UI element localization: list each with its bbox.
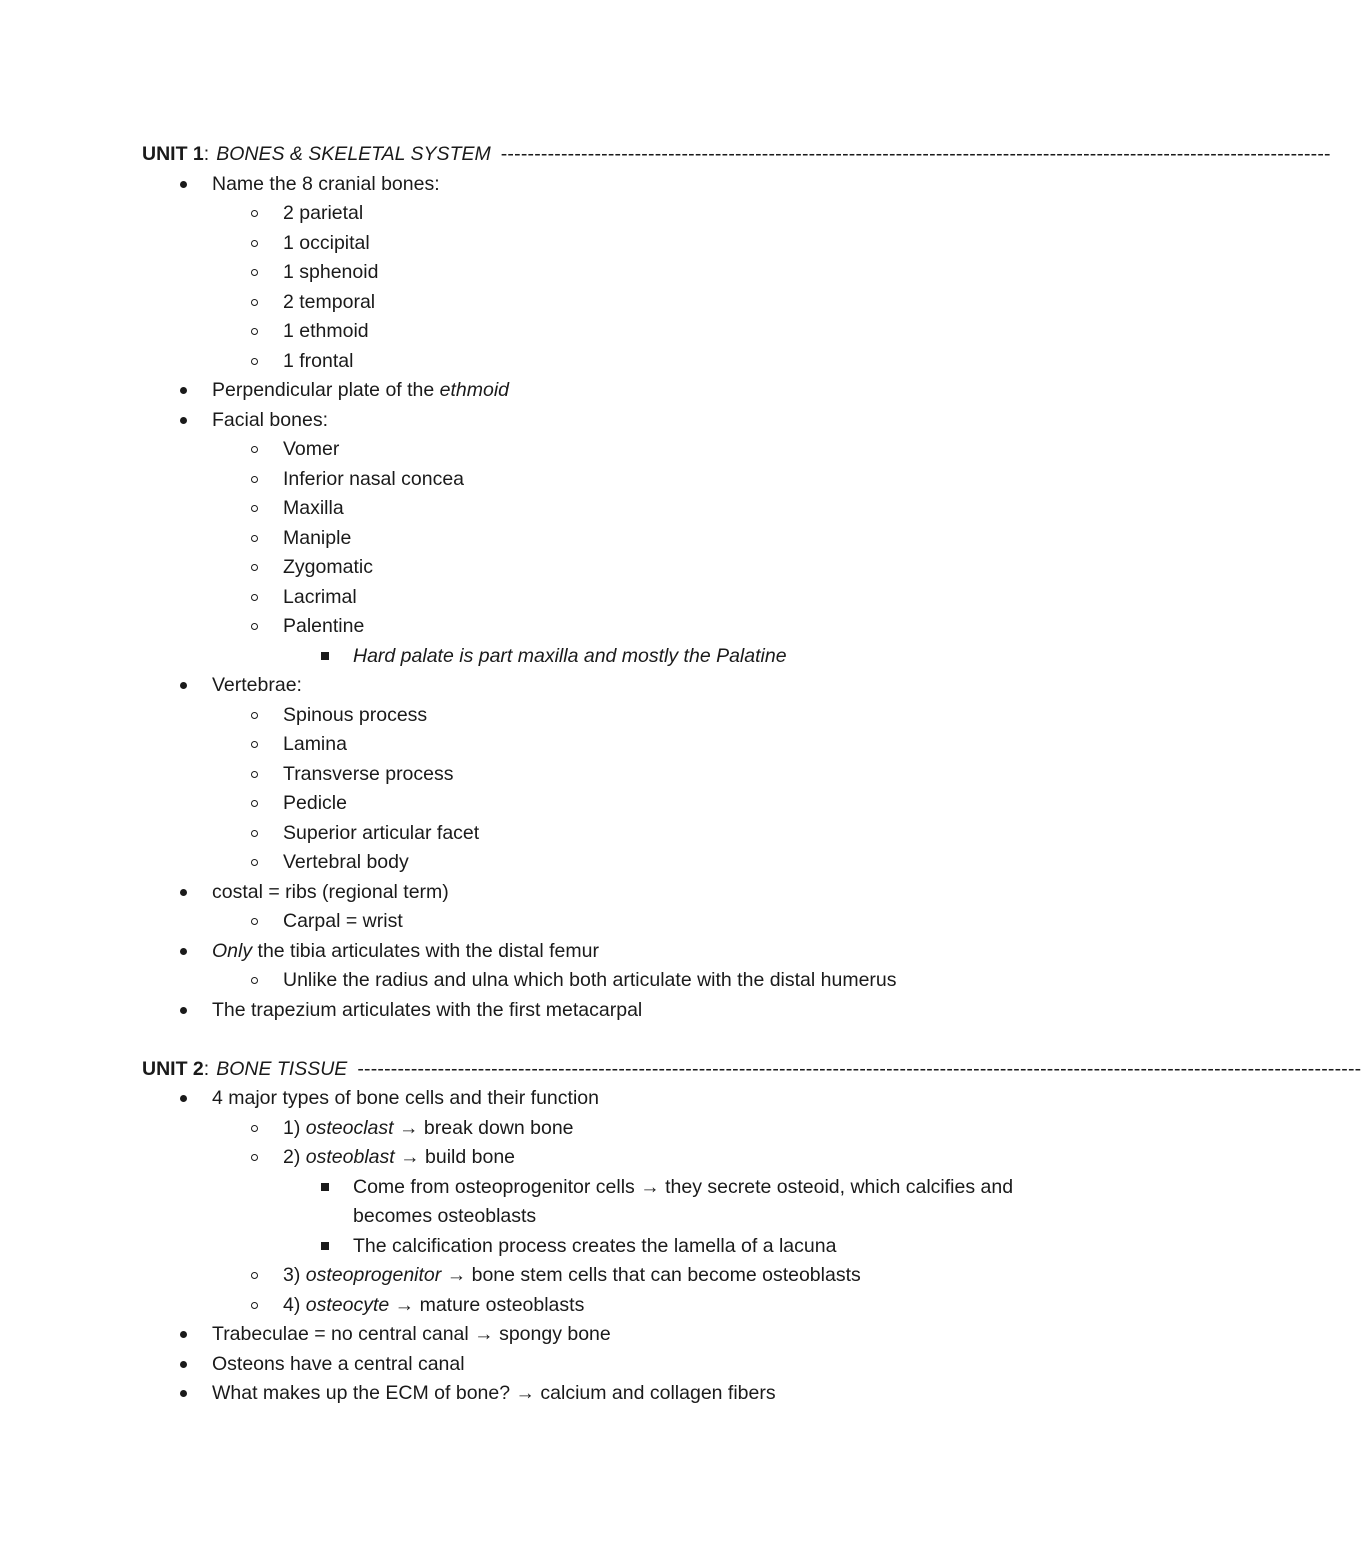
- list-item: Osteons have a central canal: [142, 1350, 1048, 1380]
- unit2-divider: ------------------------------------------------------------------------------------------------------------------------------------------------------: [357, 1057, 1361, 1080]
- circle-bullet-icon: [247, 583, 261, 613]
- bullet-icon: [176, 406, 190, 436]
- circle-bullet-icon: [247, 1261, 261, 1291]
- list-item: Come from osteoprogenitor cells → they secrete osteoid, which calcifies and becomes osteoblasts: [142, 1173, 1048, 1232]
- circle-bullet-icon: [247, 760, 261, 790]
- list-item: costal = ribs (regional term): [142, 878, 1048, 908]
- circle-bullet-icon: [247, 524, 261, 554]
- list-item: Trabeculae = no central canal → spongy bone: [142, 1320, 1048, 1350]
- list-item: 3) osteoprogenitor → bone stem cells that can become osteoblasts: [142, 1261, 1048, 1291]
- circle-bullet-icon: [247, 1291, 261, 1321]
- circle-bullet-icon: [247, 1114, 261, 1144]
- list-item: 2) osteoblast → build bone: [142, 1143, 1048, 1173]
- circle-bullet-icon: [247, 494, 261, 524]
- bullet-icon: [176, 937, 190, 967]
- list-item: 2 parietal: [142, 199, 1048, 229]
- list-item: What makes up the ECM of bone? → calcium and collagen fibers: [142, 1379, 1048, 1409]
- circle-bullet-icon: [247, 435, 261, 465]
- circle-bullet-icon: [247, 907, 261, 937]
- circle-bullet-icon: [247, 347, 261, 377]
- list-item: Unlike the radius and ulna which both articulate with the distal humerus: [142, 966, 1048, 996]
- list-item: Transverse process: [142, 760, 1048, 790]
- list-item: Perpendicular plate of the ethmoid: [142, 376, 1048, 406]
- list-item: Spinous process: [142, 701, 1048, 731]
- circle-bullet-icon: [247, 730, 261, 760]
- list-item: 1 frontal: [142, 347, 1048, 377]
- circle-bullet-icon: [247, 553, 261, 583]
- circle-bullet-icon: [247, 229, 261, 259]
- bullet-icon: [176, 170, 190, 200]
- unit2-colon: :: [203, 1057, 210, 1080]
- list-item: Superior articular facet: [142, 819, 1048, 849]
- unit2-list: [142, 1084, 1048, 1409]
- bullet-icon: [176, 1320, 190, 1350]
- square-bullet-icon: [318, 1232, 332, 1262]
- bullet-icon: [176, 671, 190, 701]
- list-item: Lacrimal: [142, 583, 1048, 613]
- square-bullet-icon: [318, 642, 332, 672]
- list-item: Inferior nasal concea: [142, 465, 1048, 495]
- list-item: 4) osteocyte → mature osteoblasts: [142, 1291, 1048, 1321]
- circle-bullet-icon: [247, 612, 261, 642]
- unit1-divider: ----------------------------------------------------------------------------------------------------------------------------: [500, 143, 1331, 165]
- unit1-heading: [142, 140, 1331, 170]
- list-item: Zygomatic: [142, 553, 1048, 583]
- bullet-icon: [176, 1350, 190, 1380]
- bullet-icon: [176, 376, 190, 406]
- list-item: 1 occipital: [142, 229, 1048, 259]
- unit2-title: BONE TISSUE: [216, 1057, 348, 1080]
- circle-bullet-icon: [247, 465, 261, 495]
- section-gap: [142, 1025, 1048, 1055]
- list-item: 4 major types of bone cells and their function: [142, 1084, 1048, 1114]
- circle-bullet-icon: [247, 288, 261, 318]
- bullet-icon: [176, 1379, 190, 1409]
- bullet-icon: [176, 878, 190, 908]
- unit1-list: [142, 170, 1048, 1026]
- list-item: Maniple: [142, 524, 1048, 554]
- bullet-icon: [176, 996, 190, 1026]
- bullet-icon: [176, 1084, 190, 1114]
- circle-bullet-icon: [247, 317, 261, 347]
- list-item: Hard palate is part maxilla and mostly the Palatine: [142, 642, 1048, 672]
- document-page: [142, 140, 1361, 1409]
- list-item: Name the 8 cranial bones:: [142, 170, 1048, 200]
- unit1-title: BONES & SKELETAL SYSTEM: [216, 143, 491, 165]
- list-item: Lamina: [142, 730, 1048, 760]
- circle-bullet-icon: [247, 199, 261, 229]
- list-item: 1) osteoclast → break down bone: [142, 1114, 1048, 1144]
- list-item: Only the tibia articulates with the distal femur: [142, 937, 1048, 967]
- unit1-label: UNIT 1: [142, 143, 204, 165]
- circle-bullet-icon: [247, 819, 261, 849]
- list-item: Maxilla: [142, 494, 1048, 524]
- list-item: Facial bones:: [142, 406, 1048, 436]
- list-item: The trapezium articulates with the first metacarpal: [142, 996, 1048, 1026]
- list-item: The calcification process creates the lamella of a lacuna: [142, 1232, 1048, 1262]
- list-item: Vertebral body: [142, 848, 1048, 878]
- list-item: 1 ethmoid: [142, 317, 1048, 347]
- square-bullet-icon: [318, 1173, 332, 1203]
- list-item: Palentine: [142, 612, 1048, 642]
- circle-bullet-icon: [247, 789, 261, 819]
- unit1-colon: :: [203, 143, 210, 165]
- list-item: Vertebrae:: [142, 671, 1048, 701]
- circle-bullet-icon: [247, 966, 261, 996]
- unit2-heading: [142, 1055, 1361, 1085]
- circle-bullet-icon: [247, 701, 261, 731]
- list-item: 1 sphenoid: [142, 258, 1048, 288]
- list-item: Pedicle: [142, 789, 1048, 819]
- circle-bullet-icon: [247, 258, 261, 288]
- list-item: Carpal = wrist: [142, 907, 1048, 937]
- list-item: Vomer: [142, 435, 1048, 465]
- list-item: 2 temporal: [142, 288, 1048, 318]
- circle-bullet-icon: [247, 848, 261, 878]
- circle-bullet-icon: [247, 1143, 261, 1173]
- unit2-label: UNIT 2: [142, 1057, 204, 1080]
